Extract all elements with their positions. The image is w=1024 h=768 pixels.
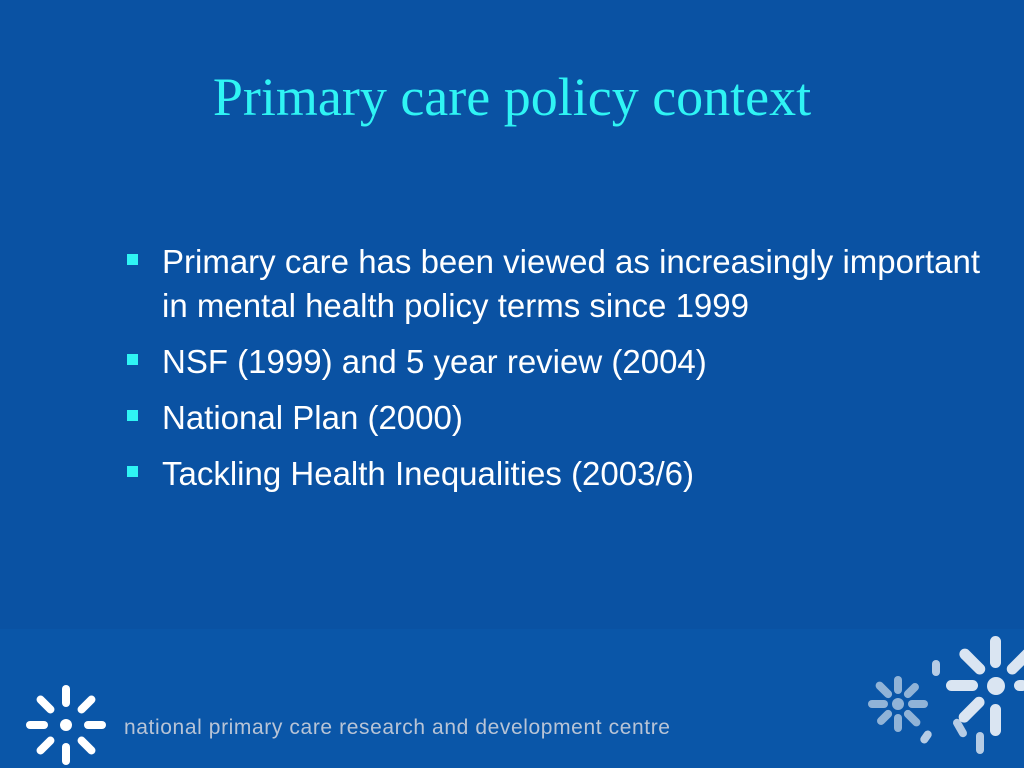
bullet-text: Primary care has been viewed as increasingly important in mental health policy terms since 1999 bbox=[162, 243, 981, 324]
bullet-text: NSF (1999) and 5 year review (2004) bbox=[162, 343, 707, 380]
bullet-text: National Plan (2000) bbox=[162, 399, 463, 436]
square-bullet-icon bbox=[127, 466, 138, 477]
bullet-item bbox=[122, 240, 982, 328]
square-bullet-icon bbox=[127, 354, 138, 365]
square-bullet-icon bbox=[127, 254, 138, 265]
sunburst-large-logo-icon bbox=[856, 632, 1024, 768]
square-bullet-icon bbox=[127, 410, 138, 421]
bullet-item bbox=[122, 396, 982, 440]
bullet-list bbox=[122, 240, 982, 508]
organisation-name: national primary care research and development centre bbox=[124, 716, 671, 739]
slide-title: Primary care policy context bbox=[212, 67, 812, 127]
bullet-item bbox=[122, 340, 982, 384]
bullet-item bbox=[122, 452, 982, 496]
sunburst-logo-icon bbox=[22, 681, 110, 768]
bullet-text: Tackling Health Inequalities (2003/6) bbox=[162, 455, 694, 492]
